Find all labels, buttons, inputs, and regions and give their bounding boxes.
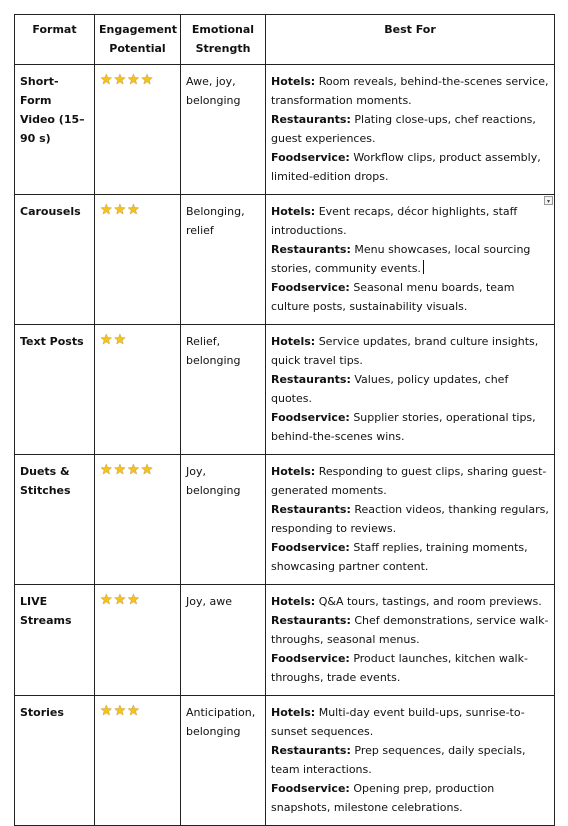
text-cursor: [423, 260, 424, 274]
header-emotional: Emotional Strength: [181, 15, 266, 65]
best-for-hotels: [271, 72, 549, 110]
emotion-cell: Relief, belonging: [181, 325, 266, 455]
restaurants-label: Restaurants:: [271, 373, 351, 386]
restaurants-label: Restaurants:: [271, 744, 351, 757]
best-for-hotels: [271, 592, 549, 611]
best-for-hotels: [271, 202, 549, 240]
restaurants-text: Reaction videos, thanking regulars, responding to reviews.: [271, 503, 549, 535]
format-cell: Short-Form Video (15–90 s): [15, 65, 95, 195]
hotels-text: Service updates, brand culture insights, quick travel tips.: [271, 335, 539, 367]
best-for-restaurants: [271, 741, 549, 779]
star-icon: ★: [140, 72, 154, 88]
best-for-cell: [266, 325, 555, 455]
foodservice-label: Foodservice:: [271, 782, 350, 795]
table-row: [15, 585, 555, 696]
restaurants-label: Restaurants:: [271, 113, 351, 126]
best-for-foodservice: [271, 538, 549, 576]
best-for-foodservice: [271, 278, 549, 316]
hotels-text: Q&A tours, tastings, and room previews.: [318, 595, 542, 608]
best-for-foodservice: [271, 408, 549, 446]
table-row: [15, 195, 555, 325]
foodservice-text: Seasonal menu boards, team culture posts, sustainability visuals.: [271, 281, 515, 313]
best-for-restaurants: [271, 110, 549, 148]
hotels-label: Hotels:: [271, 595, 316, 608]
emotion-cell: Awe, joy, belonging: [181, 65, 266, 195]
emotion-cell: Belonging, relief: [181, 195, 266, 325]
star-icon: ★: [113, 703, 127, 719]
foodservice-label: Foodservice:: [271, 541, 350, 554]
restaurants-text: Plating close-ups, chef reactions, guest experiences.: [271, 113, 536, 145]
best-for-hotels: [271, 332, 549, 370]
star-icon: ★: [140, 462, 154, 478]
star-icon: ★: [113, 592, 127, 608]
engagement-rating: [95, 325, 181, 455]
hotels-text: Multi-day event build-ups, sunrise-to-sunset sequences.: [271, 706, 525, 738]
best-for-foodservice: [271, 649, 549, 687]
format-cell: Carousels: [15, 195, 95, 325]
foodservice-label: Foodservice:: [271, 281, 350, 294]
foodservice-label: Foodservice:: [271, 411, 350, 424]
hotels-text: Room reveals, behind-the-scenes service, transformation moments.: [271, 75, 549, 107]
hotels-label: Hotels:: [271, 205, 316, 218]
restaurants-text: Prep sequences, daily specials, team interactions.: [271, 744, 526, 776]
best-for-restaurants: [271, 611, 549, 649]
foodservice-text: Workflow clips, product assembly, limited-edition drops.: [271, 151, 541, 183]
star-icon: ★: [100, 202, 113, 218]
star-icon: ★: [100, 332, 113, 348]
best-for-hotels: [271, 703, 549, 741]
restaurants-text: Chef demonstrations, service walk-throughs, seasonal menus.: [271, 614, 549, 646]
best-for-cell[interactable]: [266, 195, 555, 325]
foodservice-text: Staff replies, training moments, showcasing partner content.: [271, 541, 528, 573]
foodservice-text: Opening prep, production snapshots, milestone celebrations.: [271, 782, 495, 814]
restaurants-label: Restaurants:: [271, 243, 351, 256]
table-row: [15, 65, 555, 195]
hotels-label: Hotels:: [271, 706, 316, 719]
table-row: [15, 696, 555, 826]
star-icon: ★: [100, 72, 113, 88]
restaurants-label: Restaurants:: [271, 503, 351, 516]
best-for-restaurants: [271, 500, 549, 538]
foodservice-label: Foodservice:: [271, 151, 350, 164]
star-icon: ★: [113, 462, 127, 478]
header-row: [15, 15, 555, 65]
star-icon: ★: [127, 202, 140, 218]
emotion-cell: Joy, awe: [181, 585, 266, 696]
engagement-rating: [95, 195, 181, 325]
star-icon: ★: [100, 592, 113, 608]
restaurants-text: Values, policy updates, chef quotes.: [271, 373, 509, 405]
foodservice-text: Supplier stories, operational tips, behind-the-scenes wins.: [271, 411, 536, 443]
best-for-cell: [266, 696, 555, 826]
star-icon: ★: [127, 72, 140, 88]
star-icon: ★: [113, 72, 127, 88]
hotels-text: Event recaps, décor highlights, staff introductions.: [271, 205, 518, 237]
star-icon: ★: [100, 703, 113, 719]
table-row: [15, 325, 555, 455]
format-cell: Duets & Stitches: [15, 455, 95, 585]
best-for-cell: [266, 65, 555, 195]
best-for-hotels: [271, 462, 549, 500]
star-icon: ★: [100, 462, 113, 478]
engagement-rating: [95, 585, 181, 696]
formats-table: [14, 14, 555, 826]
restaurants-label: Restaurants:: [271, 614, 351, 627]
engagement-rating: [95, 65, 181, 195]
hotels-label: Hotels:: [271, 335, 316, 348]
chevron-down-icon[interactable]: ▾: [544, 196, 553, 205]
engagement-rating: [95, 455, 181, 585]
hotels-label: Hotels:: [271, 75, 316, 88]
best-for-restaurants: [271, 240, 549, 278]
star-icon: ★: [113, 332, 127, 348]
best-for-restaurants: [271, 370, 549, 408]
table-row: [15, 455, 555, 585]
best-for-foodservice: [271, 779, 549, 817]
foodservice-label: Foodservice:: [271, 652, 350, 665]
hotels-label: Hotels:: [271, 465, 316, 478]
format-cell: LIVE Streams: [15, 585, 95, 696]
best-for-foodservice: [271, 148, 549, 186]
foodservice-text: Product launches, kitchen walk-throughs, trade events.: [271, 652, 528, 684]
format-cell: Stories: [15, 696, 95, 826]
star-icon: ★: [127, 703, 140, 719]
star-icon: ★: [113, 202, 127, 218]
star-icon: ★: [127, 592, 140, 608]
header-format: Format: [15, 15, 95, 65]
hotels-text: Responding to guest clips, sharing guest-generated moments.: [271, 465, 547, 497]
star-icon: ★: [127, 462, 140, 478]
emotion-cell: Anticipation, belonging: [181, 696, 266, 826]
restaurants-text: Menu showcases, local sourcing stories, community events.: [271, 243, 531, 275]
header-engagement: Engagement Potential: [95, 15, 181, 65]
best-for-cell: [266, 585, 555, 696]
best-for-cell: [266, 455, 555, 585]
engagement-rating: [95, 696, 181, 826]
emotion-cell: Joy, belonging: [181, 455, 266, 585]
header-best-for: Best For: [266, 15, 555, 65]
format-cell: Text Posts: [15, 325, 95, 455]
